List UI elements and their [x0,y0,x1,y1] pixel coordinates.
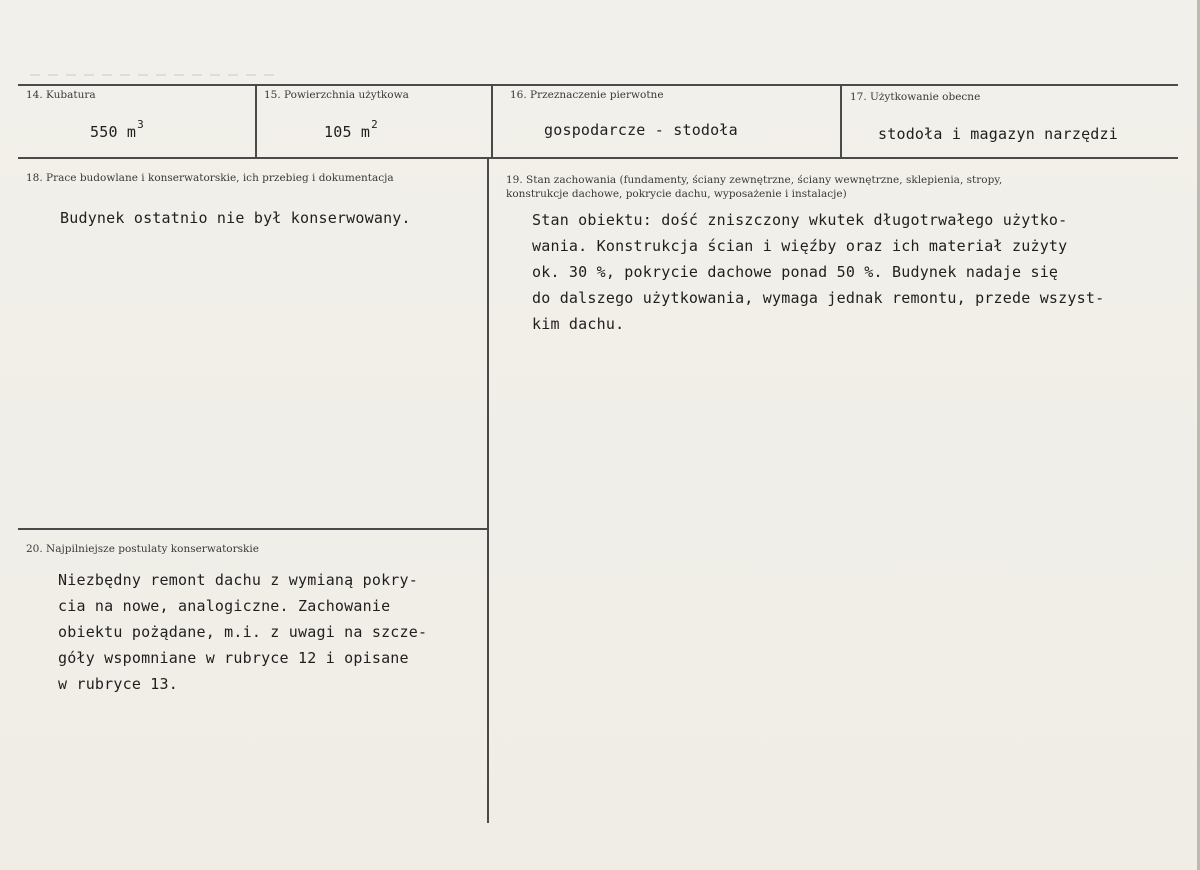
field-15-label: 15. Powierzchnia użytkowa [264,89,409,101]
field-14-value: 550 $m^3$ [90,118,144,141]
field-14-unit-exponent: 3 [137,118,144,131]
field-15-unit-exponent: 2 [371,118,378,131]
left-mid-rule [18,528,487,530]
divider-16-17 [840,84,842,158]
row1-bottom-rule [18,157,1178,159]
field-20-line: obiektu pożądane, m.i. z uwagi na szcze- [58,623,428,641]
field-19-text [532,207,1104,337]
field-20-line: w rubryce 13. [58,675,178,693]
field-20-label: 20. Najpilniejsze postulaty konserwatorskie [26,543,259,555]
field-19-line: ok. 30 %, pokrycie dachowe ponad 50 %. Budynek nadaje się [532,263,1059,281]
field-18-line: Budynek ostatnio nie był konserwowany. [60,209,411,227]
field-19-line: wania. Konstrukcja ścian i więźby oraz ich materiał zużyty [532,237,1068,255]
field-20-line: góły wspomniane w rubryce 12 i opisane [58,649,409,667]
field-19-line: Stan obiektu: dość zniszczony wkutek długotrwałego użytko- [532,211,1068,229]
field-16-value: gospodarcze - stodoła [544,121,738,139]
divider-14-15 [255,84,257,158]
field-19-label [506,173,1106,201]
top-rule [18,84,1178,86]
field-20-line: cia na nowe, analogiczne. Zachowanie [58,597,391,615]
field-15-value: 105 $m^2$ [324,118,378,141]
field-18-text [60,205,411,231]
field-14-label: 14. Kubatura [26,89,96,101]
field-19-line: do dalszego użytkowania, wymaga jednak remontu, przede wszyst- [532,289,1105,307]
field-19-label-line: konstrukcje dachowe, pokrycie dachu, wyposażenie i instalacje) [506,188,847,200]
field-17-value: stodoła i magazyn narzędzi [878,125,1118,143]
faint-ruling [30,74,280,76]
field-17-label: 17. Użytkowanie obecne [850,91,981,103]
field-19-label-line: 19. Stan zachowania (fundamenty, ściany zewnętrzne, ściany wewnętrzne, sklepienia, stropy, [506,174,1003,186]
field-20-text [58,567,427,697]
divider-15-16 [491,84,493,158]
divider-left-right [487,157,489,823]
field-19-line: kim dachu. [532,315,625,333]
field-18-label: 18. Prace budowlane i konserwatorskie, ich przebieg i dokumentacja [26,172,394,184]
field-16-label: 16. Przeznaczenie pierwotne [510,89,664,101]
field-20-line: Niezbędny remont dachu z wymianą pokry- [58,571,418,589]
